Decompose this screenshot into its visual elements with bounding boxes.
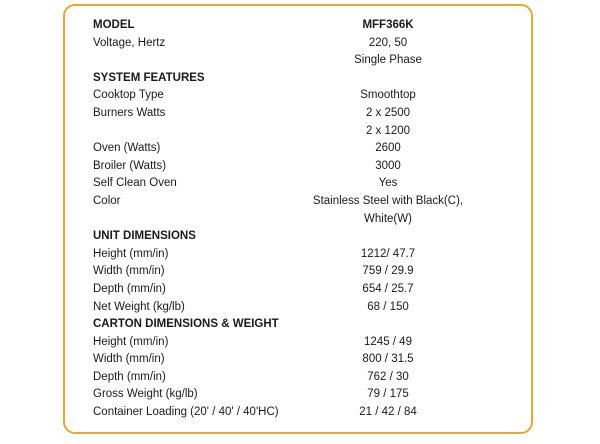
spec-value: Smoothtop bbox=[360, 89, 416, 102]
spec-card bbox=[63, 4, 533, 434]
spec-row bbox=[65, 87, 531, 105]
spec-row bbox=[65, 123, 531, 141]
spec-label: Oven (Watts) bbox=[93, 142, 161, 155]
section-heading: SYSTEM FEATURES bbox=[93, 71, 205, 84]
spec-value: 68 / 150 bbox=[367, 300, 409, 313]
spec-row bbox=[65, 334, 531, 352]
spec-row bbox=[65, 193, 531, 211]
spec-row bbox=[65, 386, 531, 404]
spec-value: 800 / 31.5 bbox=[362, 353, 414, 366]
spec-row bbox=[65, 299, 531, 317]
spec-value: 762 / 30 bbox=[367, 370, 409, 383]
section-heading-row bbox=[65, 17, 531, 35]
spec-value: MFF366K bbox=[362, 19, 414, 31]
spec-row bbox=[65, 52, 531, 70]
section-heading: CARTON DIMENSIONS & WEIGHT bbox=[93, 318, 279, 331]
section-heading-row bbox=[65, 228, 531, 246]
spec-row bbox=[65, 369, 531, 387]
spec-row bbox=[65, 246, 531, 264]
spec-value: 220, 50 bbox=[368, 36, 408, 49]
spec-row bbox=[65, 105, 531, 123]
spec-value: 2 x 2500 bbox=[365, 106, 411, 119]
spec-label: Cooktop Type bbox=[93, 89, 164, 102]
spec-row bbox=[65, 281, 531, 299]
spec-value: 3000 bbox=[375, 159, 401, 172]
spec-row bbox=[65, 175, 531, 193]
spec-row bbox=[65, 263, 531, 281]
spec-table bbox=[65, 17, 531, 422]
spec-row bbox=[65, 158, 531, 176]
section-heading: UNIT DIMENSIONS bbox=[93, 230, 196, 243]
spec-value: 1212/ 47.7 bbox=[360, 247, 416, 260]
spec-label: Burners Watts bbox=[93, 106, 166, 119]
spec-label: Depth (mm/in) bbox=[93, 282, 166, 295]
spec-row bbox=[65, 140, 531, 158]
spec-value: 79 / 175 bbox=[367, 388, 409, 401]
spec-value: 21 / 42 / 84 bbox=[359, 406, 417, 419]
spec-row bbox=[65, 35, 531, 53]
spec-row bbox=[65, 351, 531, 369]
spec-value: 2600 bbox=[375, 142, 401, 155]
spec-row bbox=[65, 211, 531, 229]
spec-label: Depth (mm/in) bbox=[93, 370, 166, 383]
spec-label: Height (mm/in) bbox=[93, 247, 169, 260]
spec-label: Width (mm/in) bbox=[93, 265, 165, 278]
spec-value: 2 x 1200 bbox=[365, 124, 411, 137]
spec-label: Broiler (Watts) bbox=[93, 159, 167, 172]
spec-value: White(W) bbox=[364, 212, 412, 225]
spec-label: Gross Weight (kg/lb) bbox=[93, 388, 198, 401]
spec-label: Container Loading (20' / 40' / 40'HC) bbox=[93, 406, 279, 419]
spec-value: Stainless Steel with Black(C), bbox=[312, 194, 464, 207]
section-heading-row bbox=[65, 70, 531, 88]
spec-value: 759 / 29.9 bbox=[362, 265, 414, 278]
spec-value: 654 / 25.7 bbox=[362, 282, 414, 295]
spec-label: Width (mm/in) bbox=[93, 353, 165, 366]
spec-value: Yes bbox=[378, 177, 398, 190]
spec-value: 1245 / 49 bbox=[364, 335, 412, 348]
section-heading: MODEL bbox=[93, 19, 135, 31]
spec-label: Height (mm/in) bbox=[93, 335, 169, 348]
section-heading-row bbox=[65, 316, 531, 334]
spec-value: Single Phase bbox=[354, 54, 422, 67]
spec-label: Self Clean Oven bbox=[93, 177, 177, 190]
spec-row bbox=[65, 404, 531, 422]
spec-label: Voltage, Hertz bbox=[93, 36, 166, 49]
spec-label: Color bbox=[93, 194, 121, 207]
spec-label: Net Weight (kg/lb) bbox=[93, 300, 185, 313]
